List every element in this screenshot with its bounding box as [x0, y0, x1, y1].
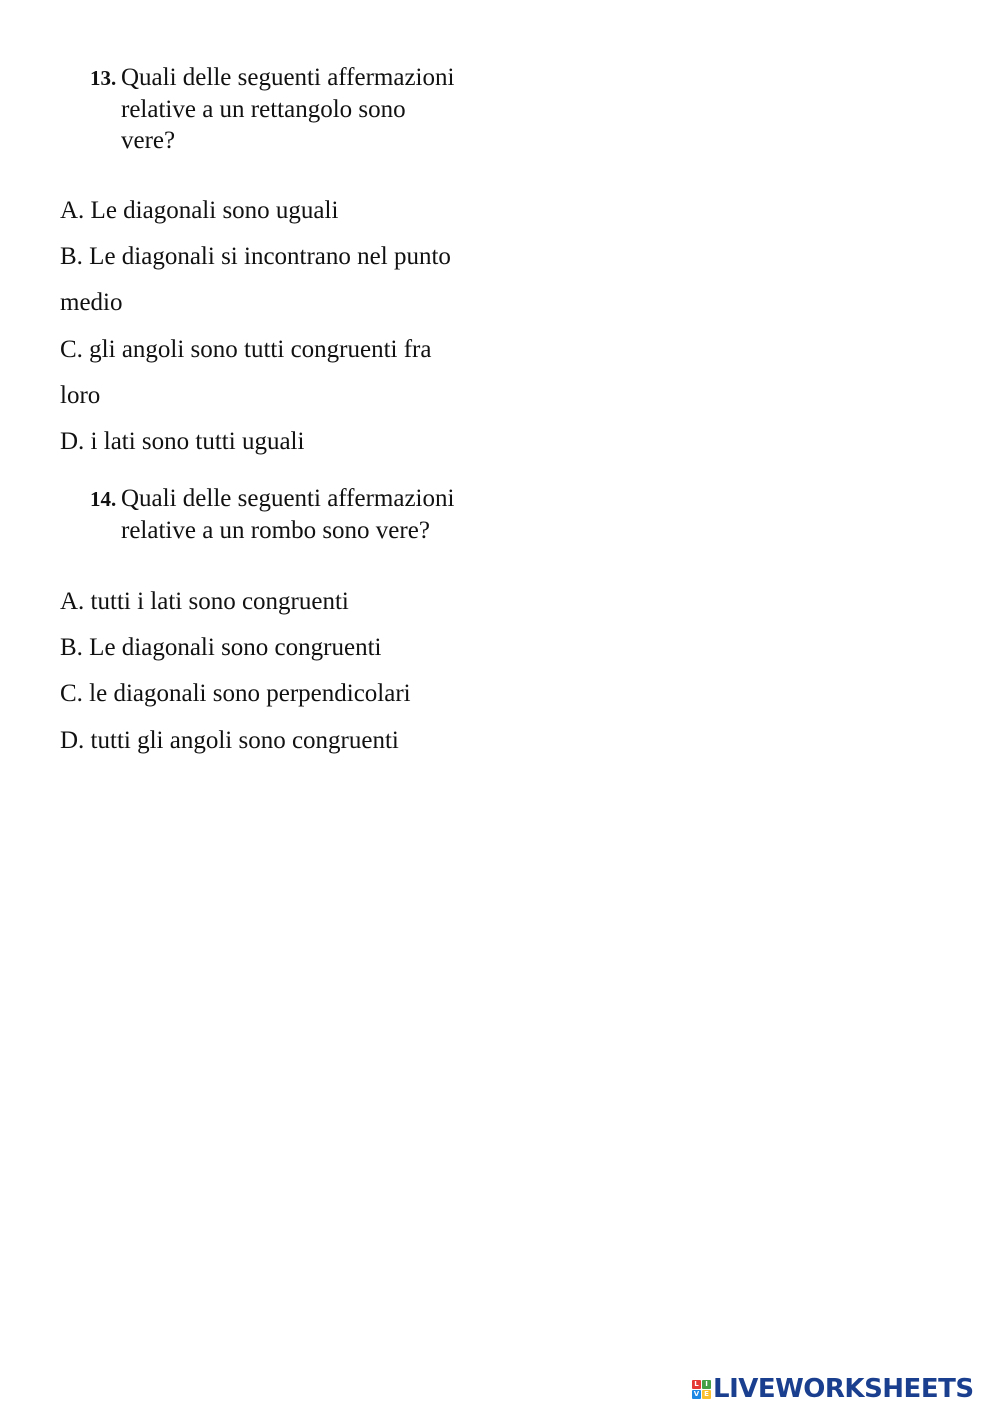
question-text-line: relative a un rettangolo sono: [121, 96, 406, 123]
answer-option-b: B. Le diagonali sono congruenti: [60, 634, 382, 661]
answer-option-a: A. Le diagonali sono uguali: [60, 197, 339, 224]
question-text-line: vere?: [121, 127, 176, 154]
question-text-line: Quali delle seguenti affermazioni: [121, 64, 455, 91]
logo-mark-i: I: [702, 1380, 711, 1389]
logo-mark-v: V: [693, 1389, 700, 1398]
answer-option-c: C. le diagonali sono perpendicolari: [60, 680, 411, 707]
logo-mark-e: E: [702, 1390, 711, 1399]
question-text-line: Quali delle seguenti affermazioni: [121, 485, 455, 512]
answer-option-a: A. tutti i lati sono congruenti: [60, 588, 349, 615]
logo-mark-icon: [692, 1380, 711, 1399]
answer-option-d: D. i lati sono tutti uguali: [60, 428, 305, 455]
question-14: [90, 483, 510, 546]
answer-option-c-continued: loro: [60, 382, 101, 409]
question-number: 14.: [90, 487, 117, 511]
question-13: [90, 62, 510, 156]
logo-text: LIVEWORKSHEETS: [713, 1374, 974, 1404]
question-number: 13.: [90, 66, 117, 90]
answer-option-d: D. tutti gli angoli sono congruenti: [60, 727, 399, 754]
answer-option-b: B. Le diagonali si incontrano nel punto: [60, 243, 451, 270]
logo-mark-l: L: [692, 1380, 701, 1389]
answer-option-c: C. gli angoli sono tutti congruenti fra: [60, 336, 432, 363]
answer-option-b-continued: medio: [60, 289, 123, 316]
liveworksheets-logo: [692, 1372, 974, 1406]
question-text-line: relative a un rombo sono vere?: [121, 517, 430, 544]
